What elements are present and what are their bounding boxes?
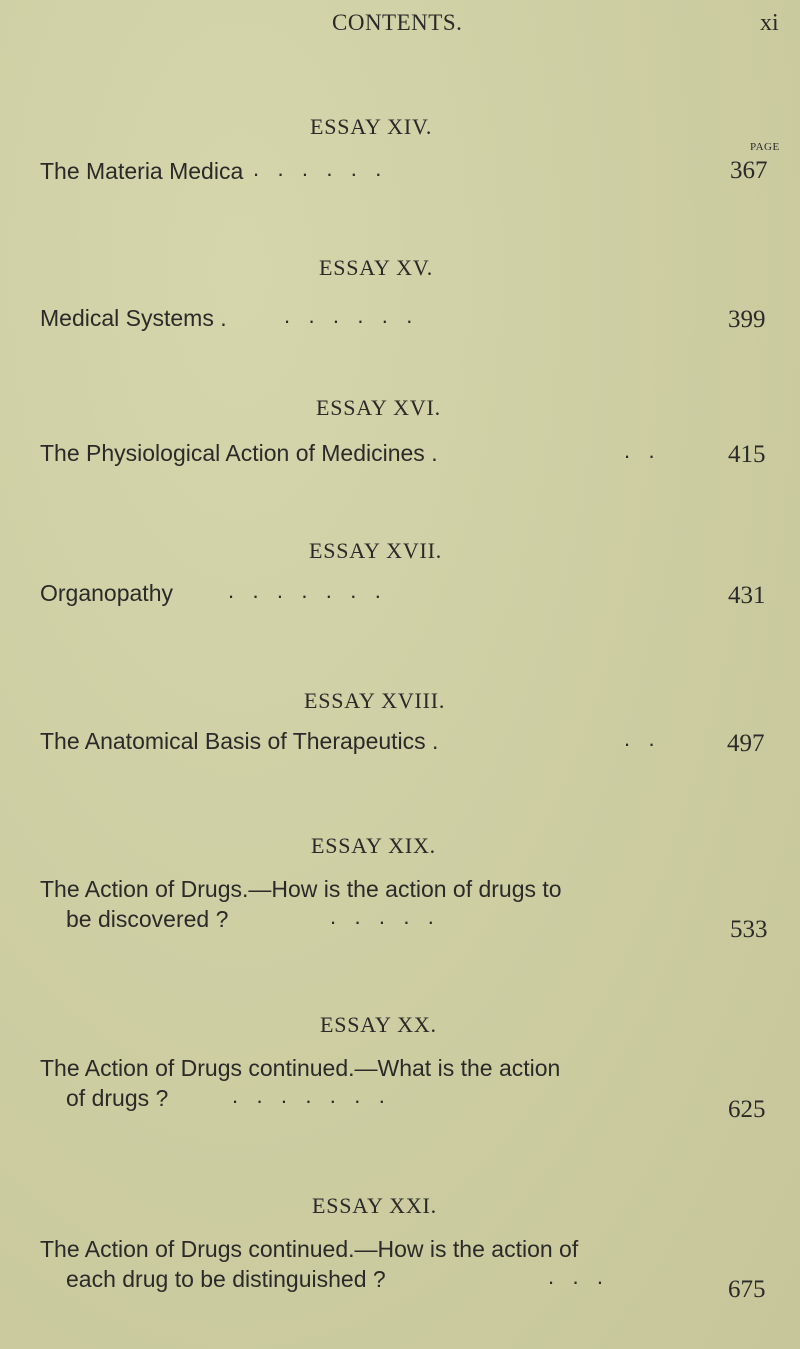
essay-heading: ESSAY XVIII. (304, 688, 446, 713)
dot-leaders: . . . . . . (253, 156, 382, 181)
entry-title: The Physiological Action of Medicines . (40, 440, 438, 466)
dot-leaders: . . . . . . . (228, 578, 381, 603)
dot-leaders: . . . . . . (284, 303, 413, 328)
page-column-label: PAGE (750, 141, 780, 153)
page-number: 431 (728, 582, 766, 609)
essay-heading: ESSAY XVI. (316, 395, 441, 420)
page-number: 675 (728, 1276, 766, 1303)
entry-title-continued: be discovered ? (66, 906, 229, 932)
dot-leaders: . . . . . . . (232, 1083, 385, 1108)
entry-title: Organopathy (40, 580, 173, 606)
entry-title: The Materia Medica (40, 158, 244, 184)
dot-leaders: . . . (548, 1264, 604, 1289)
page-number: 367 (730, 157, 768, 184)
running-head (0, 6, 800, 40)
essay-heading: ESSAY XV. (319, 255, 433, 280)
essay-heading: ESSAY XX. (320, 1012, 437, 1037)
dot-leaders: . . (624, 438, 655, 463)
entry-title: The Anatomical Basis of Therapeutics . (40, 728, 439, 754)
page-folio: xi (760, 10, 779, 36)
essay-heading: ESSAY XIV. (310, 114, 433, 139)
page-number: 625 (728, 1096, 766, 1123)
entry-title: The Action of Drugs continued.—What is the action (40, 1055, 561, 1081)
running-title: CONTENTS. (332, 10, 463, 35)
entry-title: Medical Systems . (40, 305, 227, 331)
essay-heading: ESSAY XXI. (312, 1193, 437, 1218)
entry-title-continued: each drug to be distinguished ? (66, 1266, 386, 1292)
page-number: 533 (730, 916, 768, 943)
dot-leaders: . . (624, 726, 655, 751)
dot-leaders: . . . . . (330, 904, 434, 929)
entry-title: The Action of Drugs.—How is the action of drugs to (40, 876, 562, 902)
entry-title: The Action of Drugs continued.—How is the action of (40, 1236, 579, 1262)
entry-title-continued: of drugs ? (66, 1085, 169, 1111)
essay-heading: ESSAY XVII. (309, 538, 443, 563)
page-number: 399 (728, 306, 766, 333)
page-number: 415 (728, 441, 766, 468)
page-number: 497 (727, 730, 765, 757)
essay-heading: ESSAY XIX. (311, 833, 436, 858)
